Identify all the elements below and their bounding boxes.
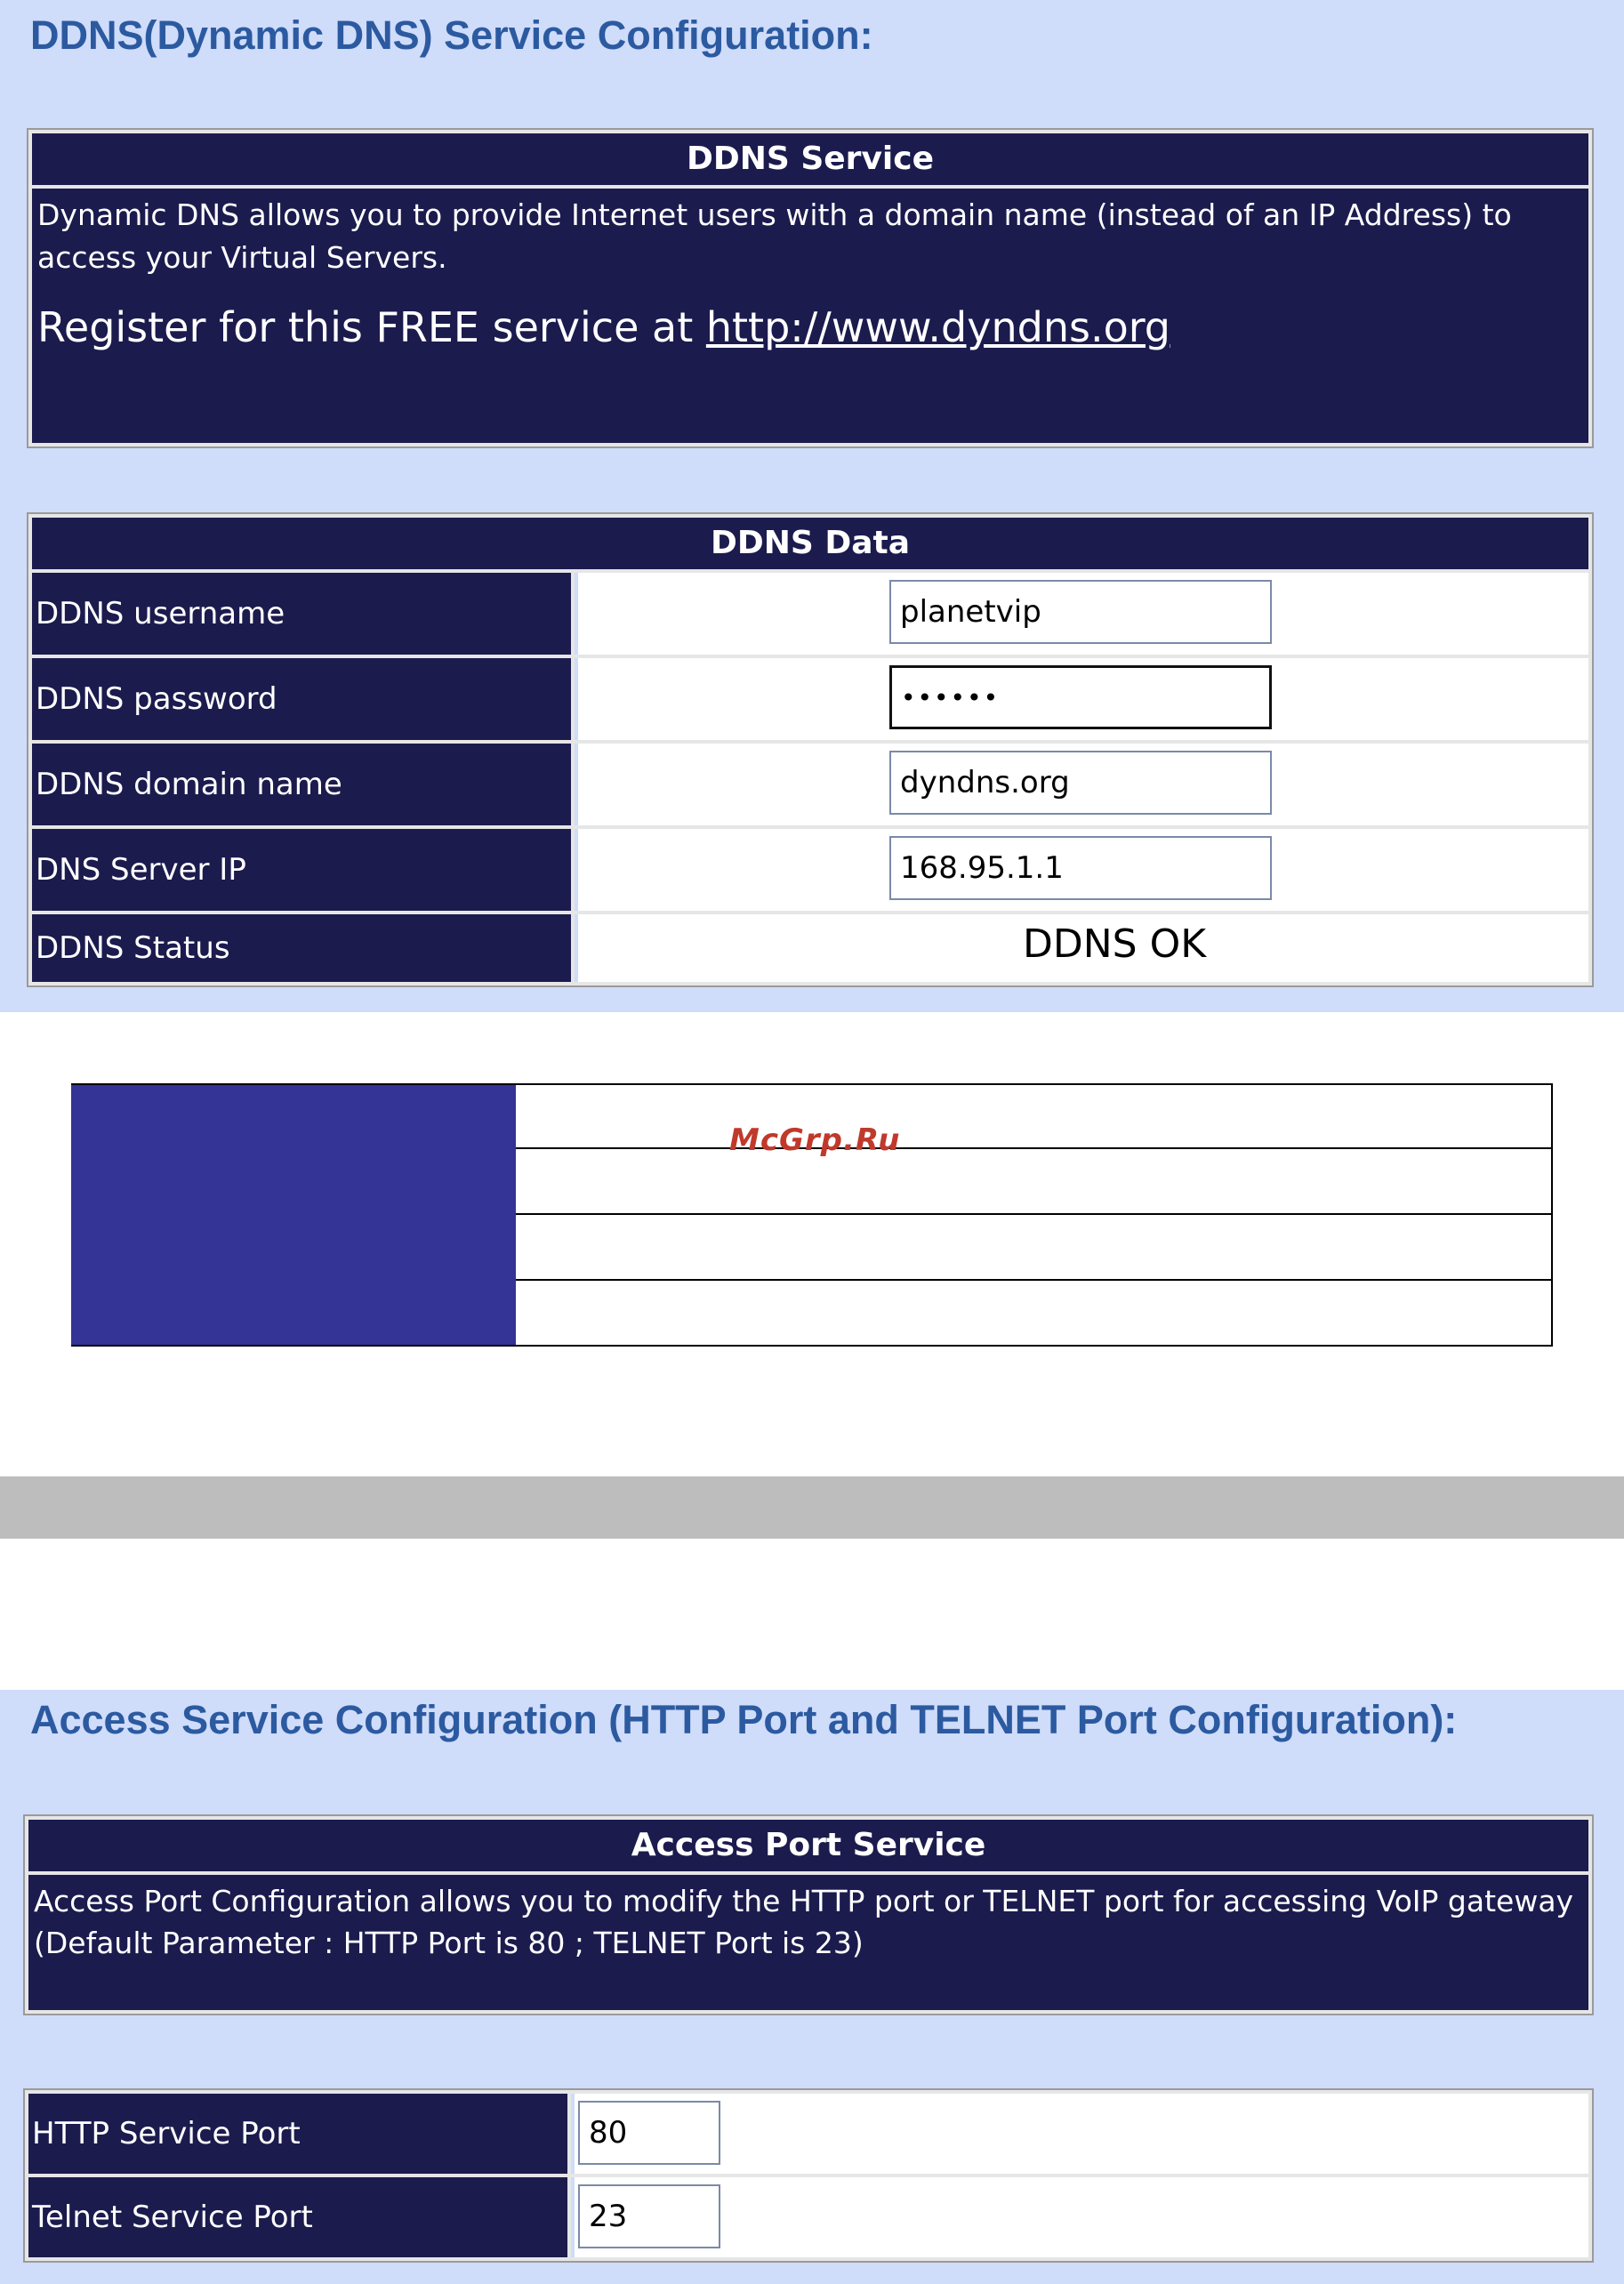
ddns-status-row [32, 914, 1588, 982]
access-service-title: Access Port Service [28, 1820, 1588, 1875]
ddns-username-label: DDNS username [32, 573, 575, 655]
ddns-data-title: DDNS Data [32, 518, 1588, 573]
table-line [1551, 1083, 1553, 1347]
ddns-domain-label: DDNS domain name [32, 744, 575, 825]
table-line [516, 1147, 1553, 1149]
ddns-data-box [28, 514, 1592, 985]
register-prefix: Register for this FREE service at [37, 303, 706, 351]
table-line [71, 1083, 1553, 1085]
ddns-service-box [28, 130, 1592, 446]
register-line [37, 301, 1583, 354]
blank-table-left-column [71, 1083, 516, 1347]
http-port-cell [575, 2094, 1588, 2174]
ddns-password-input[interactable] [889, 665, 1272, 729]
ddns-password-cell [578, 658, 1588, 740]
http-port-input[interactable] [578, 2101, 720, 2165]
access-default-params: (Default Parameter : HTTP Port is 80 ; TELNET Port is 23) [34, 1926, 864, 1960]
ddns-domain-input[interactable] [889, 751, 1272, 815]
page-title: DDNS(Dynamic DNS) Service Configuration: [30, 12, 873, 58]
ddns-config-panel [0, 0, 1624, 1012]
dns-server-cell [578, 829, 1588, 911]
telnet-port-cell [575, 2177, 1588, 2257]
ddns-password-row [32, 658, 1588, 740]
http-port-label: HTTP Service Port [28, 2094, 571, 2174]
table-line [71, 1345, 1553, 1347]
access-description-text: Access Port Configuration allows you to modify the HTTP port or TELNET port for accessing VoIP gateway [34, 1884, 1574, 1918]
dns-server-row [32, 829, 1588, 911]
ddns-service-title: DDNS Service [32, 133, 1588, 189]
dyndns-link[interactable]: http://www.dyndns.org [705, 303, 1171, 351]
telnet-port-input[interactable] [578, 2184, 720, 2248]
ddns-status-label: DDNS Status [32, 914, 575, 982]
access-service-description [28, 1875, 1588, 2010]
ddns-description-text: Dynamic DNS allows you to provide Internet users with a domain name (instead of an IP Address) to access your Virtual Servers. [37, 197, 1512, 275]
access-service-box [25, 1816, 1592, 2014]
watermark: McGrp.Ru [729, 1122, 901, 1158]
ddns-username-row [32, 573, 1588, 655]
ddns-password-label: DDNS password [32, 658, 575, 740]
dns-server-input[interactable] [889, 836, 1272, 900]
access-ports-box [25, 2090, 1592, 2261]
access-section-title: Access Service Configuration (HTTP Port and TELNET Port Configuration): [30, 1697, 1458, 1742]
ddns-username-cell [578, 573, 1588, 655]
section-divider-bar [0, 1476, 1624, 1539]
ddns-username-input[interactable] [889, 580, 1272, 644]
dns-server-label: DNS Server IP [32, 829, 575, 911]
table-line [516, 1279, 1553, 1281]
ddns-status-cell [578, 914, 1588, 982]
ddns-status-value: DDNS OK [1023, 921, 1207, 967]
table-line [516, 1213, 1553, 1215]
ddns-domain-row [32, 744, 1588, 825]
http-port-row [28, 2094, 1588, 2174]
telnet-port-row [28, 2177, 1588, 2257]
ddns-service-description [32, 189, 1588, 443]
access-config-panel [0, 1690, 1624, 2284]
telnet-port-label: Telnet Service Port [28, 2177, 571, 2257]
ddns-domain-cell [578, 744, 1588, 825]
